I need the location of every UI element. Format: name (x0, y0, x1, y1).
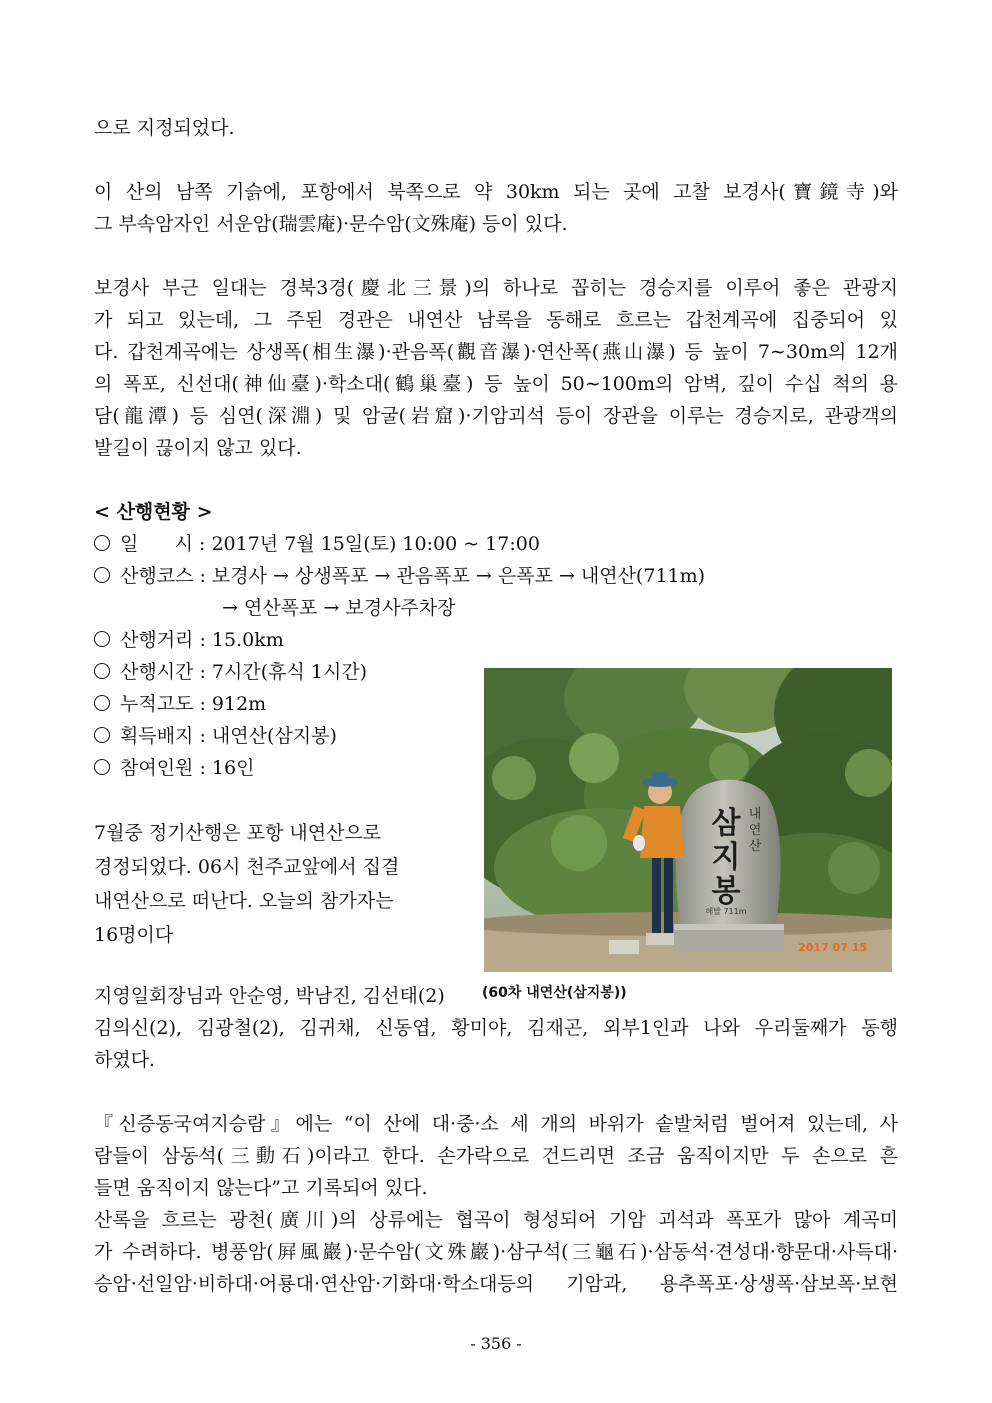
info-participants: 참여인원 : 16인 (94, 752, 254, 784)
text-line: 가 수려하다. 병풍암(屛風巖)·문수암(文殊巖)·삼구석(三龜石)·삼동석·견성대·향문대·사득대· (94, 1241, 898, 1263)
text-line: 보경사 부근 일대는 경북3경(慶北三景)의 하나로 꼽히는 경승지를 이루어 좋은 관광지 (94, 277, 898, 299)
intro-line: 으로 지정되었다. (94, 117, 235, 139)
circle-bullet-icon (94, 631, 110, 647)
paragraph-hike-intro (94, 816, 434, 952)
info-badge: 획득배지 : 내연산(삼지봉) (94, 720, 337, 752)
summit-photo (484, 668, 892, 972)
info-course: 산행코스 : 보경사 → 상생폭포 → 관음폭포 → 은폭포 → 내연산(711m) (94, 560, 705, 592)
info-distance: 산행거리 : 15.0km (94, 624, 284, 656)
participants-line-1: 지영일회장님과 안순영, 박남진, 김선태(2) (94, 985, 445, 1007)
circle-bullet-icon (94, 663, 110, 679)
text-line: 김의신(2), 김광철(2), 김귀채, 신동엽, 황미야, 김재곤, 외부1인과 나와 우리둘째가 동행 (94, 1017, 898, 1039)
circle-bullet-icon (94, 695, 110, 711)
photo-date-stamp: 2017 07 15 (798, 941, 867, 954)
paragraph-gapcheon-valley (94, 272, 898, 464)
text-line: 승암·선일암·비하대·어룡대·연산암·기화대·학소대등의 기암과, 용추폭포·상생폭·삼보폭·보현 (94, 1273, 898, 1295)
text-line: 담(龍潭) 등 심연(深淵) 및 암굴(岩窟)·기암괴석 등이 장관을 이루는 경승지로, 관광객의 (94, 405, 898, 427)
circle-bullet-icon (94, 727, 110, 743)
paragraph-participants (94, 1012, 898, 1076)
summit-photo-illustration (484, 668, 892, 972)
info-time: 산행시간 : 7시간(휴식 1시간) (94, 656, 367, 688)
text-line: 람들이 삼동석(三動石)이라고 한다. 손가락으로 건드리면 조금 움직이지만 두 손으로 흔 (94, 1145, 898, 1167)
stone-char-2: 지 (711, 840, 741, 875)
stone-char-3: 봉 (711, 874, 741, 909)
paragraph-samdongseok (94, 1108, 898, 1204)
text-line: 이 산의 남쪽 기슭에, 포항에서 북쪽으로 약 30km 되는 곳에 고찰 보경사(寶鏡寺)와 (94, 181, 898, 203)
stone-side-char-3: 산 (748, 839, 762, 854)
text-line: 산록을 흐르는 광천(廣川)의 상류에는 협곡이 형성되어 기암 괴석과 폭포가 많아 계곡미 (94, 1209, 898, 1231)
section-title: < 산행현황 > (94, 501, 213, 523)
text-line: 내연산으로 떠난다. 오늘의 참가자는 (94, 890, 394, 912)
stone-side-char-2: 연 (748, 823, 762, 838)
circle-bullet-icon (94, 567, 110, 583)
text-line: 하였다. (94, 1049, 156, 1071)
paragraph-bogyeongsa (94, 176, 898, 240)
stone-char-1: 삼 (711, 806, 741, 841)
info-course-continued: → 연산폭포 → 보경사주차장 (222, 597, 456, 619)
text-line: 의 폭포, 신선대(神仙臺)·학소대(鶴巢臺) 등 높이 50∼100m의 암벽, 깊이 수십 척의 용 (94, 373, 898, 395)
page-number: - 356 - (470, 1334, 522, 1353)
text-line: 16명이다 (94, 924, 174, 946)
circle-bullet-icon (94, 535, 110, 551)
text-line: 가 되고 있는데, 그 주된 경관은 내연산 남록을 동해로 흐르는 갑천계곡에 집중되어 있 (94, 309, 898, 331)
text-line: 그 부속암자인 서운암(瑞雲庵)·문수암(文殊庵) 등이 있다. (94, 213, 568, 235)
text-line: 들면 움직이지 않는다”고 기록되어 있다. (94, 1177, 428, 1199)
photo-caption: (60차 내연산(삼지봉)) (482, 985, 627, 1001)
stone-side-char-1: 내 (748, 807, 762, 822)
circle-bullet-icon (94, 759, 110, 775)
text-line: 발길이 끊이지 않고 있다. (94, 437, 302, 459)
text-line: 다. 갑천계곡에는 상생폭(相生瀑)·관음폭(觀音瀑)·연산폭(燕山瀑) 등 높이 7∼30m의 12개 (94, 341, 898, 363)
paragraph-gwangcheon (94, 1204, 898, 1300)
text-line: 7월중 정기산행은 포항 내연산으로 (94, 822, 382, 844)
text-line: 『신증동국여지승람』에는 “이 산에 대·중·소 세 개의 바위가 솥발처럼 벌어져 있는데, 사 (94, 1113, 898, 1135)
info-date: 일 시 : 2017년 7월 15일(토) 10:00 ~ 17:00 (94, 528, 540, 560)
info-elevation: 누적고도 : 912m (94, 688, 266, 720)
text-line: 경정되었다. 06시 천주교앞에서 집결 (94, 856, 400, 878)
stone-bottom-text: 해발 711m (705, 907, 747, 916)
